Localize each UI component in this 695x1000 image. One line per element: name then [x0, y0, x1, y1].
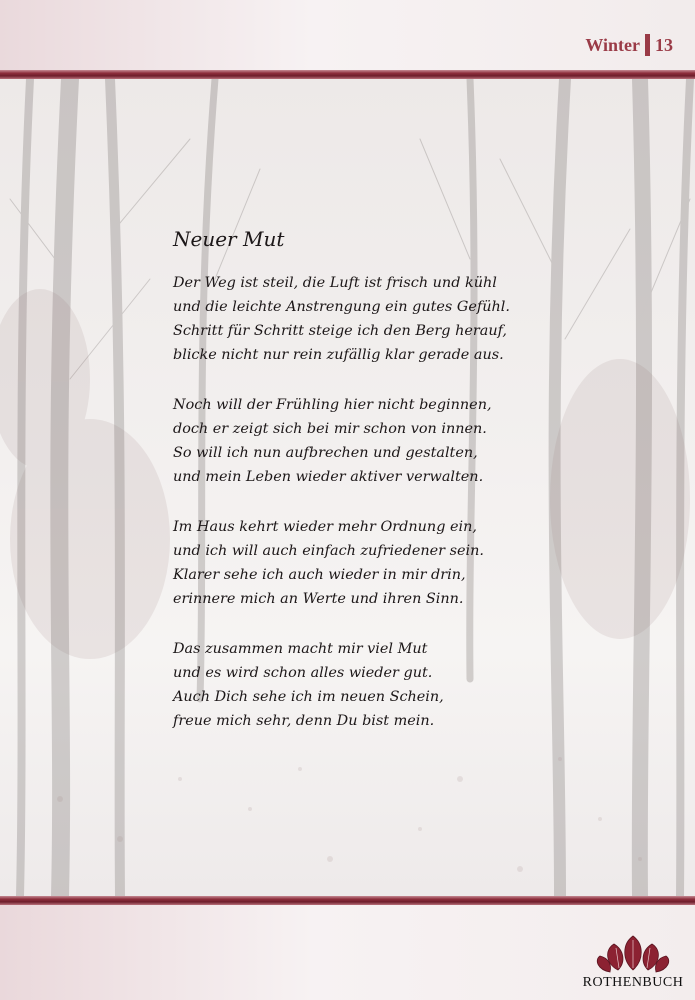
stanza-3: [173, 515, 593, 611]
stanza-2: [173, 393, 593, 489]
section-title: Winter: [585, 34, 640, 55]
poem-line: So will ich nun aufbrechen und gestalten,: [173, 445, 478, 461]
stanza-1: [173, 271, 593, 367]
stanza-4: [173, 637, 593, 733]
poem-line: erinnere mich an Werte und ihren Sinn.: [173, 591, 464, 607]
logo-wordmark: ROTHENBUCH: [582, 975, 684, 990]
page-header: [0, 0, 695, 70]
poem: [173, 227, 593, 759]
poem-line: Im Haus kehrt wieder mehr Ordnung ein,: [173, 519, 477, 535]
separator-bar: [645, 34, 650, 56]
publisher-logo: [578, 930, 688, 994]
poem-line: Das zusammen macht mir viel Mut: [173, 641, 428, 657]
leaf-icon: [578, 930, 688, 978]
poem-line: und mein Leben wieder aktiver verwalten.: [173, 469, 484, 485]
poem-line: blicke nicht nur rein zufällig klar gerade aus.: [173, 347, 504, 363]
running-head: [585, 34, 673, 56]
poem-line: doch er zeigt sich bei mir schon von innen.: [173, 421, 487, 437]
poem-line: und ich will auch einfach zufriedener sein.: [173, 543, 484, 559]
poem-line: freue mich sehr, denn Du bist mein.: [173, 713, 435, 729]
poem-line: Schritt für Schritt steige ich den Berg herauf,: [173, 323, 507, 339]
poem-line: Klarer sehe ich auch wieder in mir drin,: [173, 567, 466, 583]
page-number: 13: [655, 34, 673, 55]
poem-line: Der Weg ist steil, die Luft ist frisch und kühl: [173, 275, 497, 291]
poem-line: Auch Dich sehe ich im neuen Schein,: [173, 689, 444, 705]
poem-title: Neuer Mut: [173, 227, 285, 251]
top-rule: [0, 70, 695, 79]
poem-line: Noch will der Frühling hier nicht beginnen,: [173, 397, 492, 413]
bottom-rule: [0, 896, 695, 905]
poem-line: und es wird schon alles wieder gut.: [173, 665, 433, 681]
poem-line: und die leichte Anstrengung ein gutes Gefühl.: [173, 299, 510, 315]
